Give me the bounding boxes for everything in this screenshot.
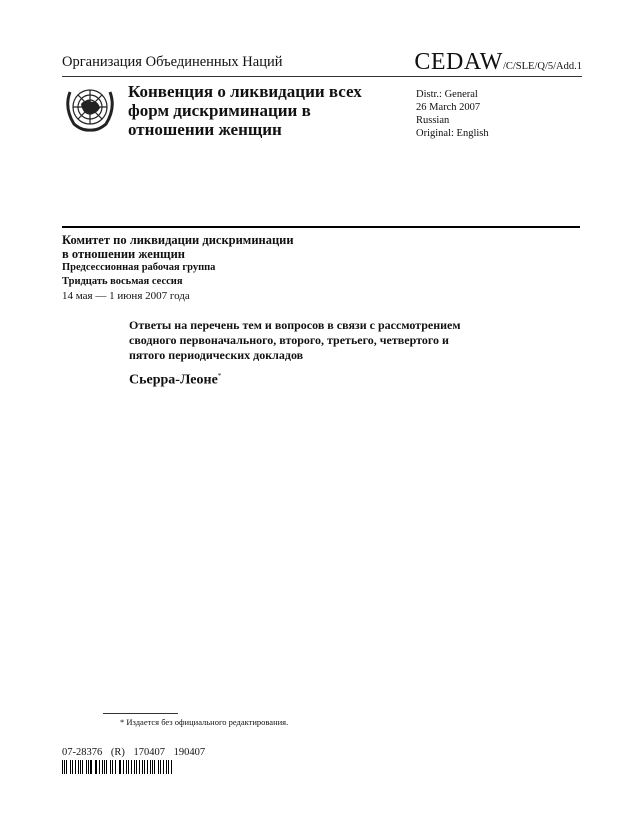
- distr-label: Distr.: General: [416, 89, 478, 100]
- section-rule: [62, 226, 580, 228]
- un-emblem-icon: [62, 82, 118, 134]
- language: Russian: [416, 115, 450, 126]
- organization-name: Организация Объединенных Наций: [62, 54, 283, 70]
- convention-title-line: форм дискриминации в: [128, 101, 311, 120]
- committee-name-cont: в отношении женщин: [62, 247, 185, 261]
- document-symbol: [414, 49, 582, 76]
- country-name: Сьерра-Леоне: [129, 372, 218, 388]
- issue-date: 26 March 2007: [416, 102, 481, 113]
- footnote: * Издается без официального редактирования.: [120, 717, 289, 727]
- document-number-line: [62, 747, 205, 758]
- country-heading: [129, 372, 221, 389]
- footer-date-2: 190407: [173, 747, 206, 758]
- working-group: Предсессионная рабочая группа: [62, 262, 216, 273]
- convention-title: [128, 82, 388, 139]
- session-dates: 14 мая — 1 июня 2007 года: [62, 290, 190, 302]
- document-title: [129, 318, 529, 363]
- barcode: [62, 760, 174, 774]
- session: Тридцать восьмая сессия: [62, 276, 183, 287]
- document-title-line: Ответы на перечень тем и вопросов в связи с рассмотрением: [129, 318, 461, 332]
- footer-date-1: 170407: [133, 747, 165, 758]
- distribution-info: [416, 88, 489, 140]
- convention-title-line: отношении женщин: [128, 120, 282, 139]
- footnote-rule: [103, 713, 178, 714]
- symbol-main: CEDAW: [414, 49, 503, 75]
- document-number: 07-28376 (R): [62, 747, 125, 758]
- header-rule: [62, 76, 582, 77]
- original-language: Original: English: [416, 128, 489, 139]
- footnote-marker: *: [217, 372, 222, 380]
- committee-block: [62, 233, 294, 303]
- convention-title-line: Конвенция о ликвидации всех: [128, 82, 362, 101]
- symbol-suffix: /C/SLE/Q/5/Add.1: [502, 61, 582, 72]
- committee-name: Комитет по ликвидации дискриминации: [62, 233, 294, 247]
- document-title-line: сводного первоначального, второго, третьего, четвертого и: [129, 333, 449, 347]
- document-title-line: пятого периодических докладов: [129, 348, 304, 362]
